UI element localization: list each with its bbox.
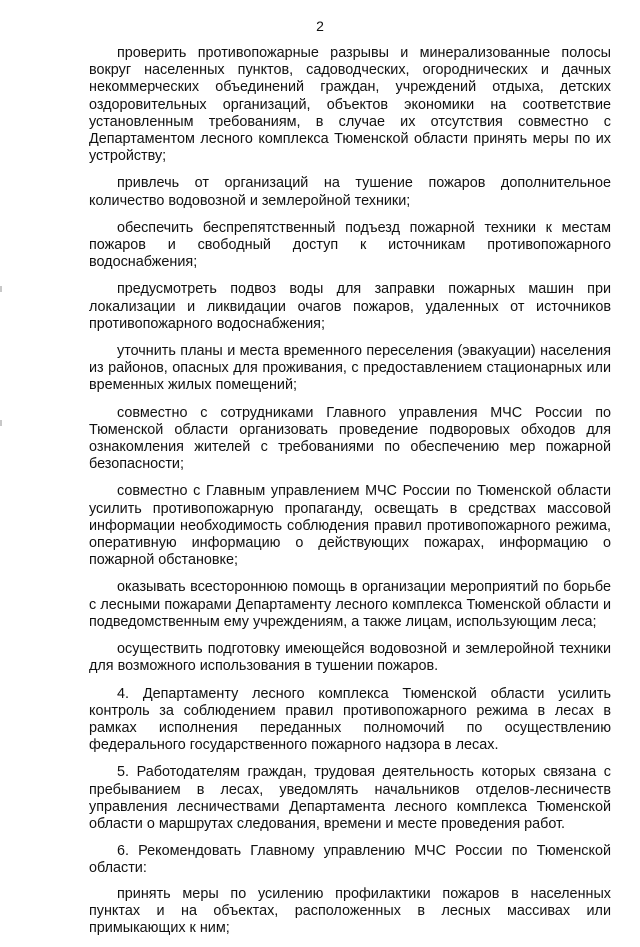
- document-body: [89, 45, 611, 947]
- paragraph-assistance: оказывать всестороннюю помощь в организации мероприятий по борьбе с лесными пожарами Департаменту лесного комплекса Тюменской области и подведомственным ему учреждениям, а также лицам, использующим леса;: [89, 579, 611, 630]
- paragraph-access: обеспечить беспрепятственный подъезд пожарной техники к местам пожаров и свободный доступ к источникам противопожарного водоснабжения;: [89, 219, 611, 271]
- paragraph-item-6: 6. Рекомендовать Главному управлению МЧС России по Тюменской области:: [89, 843, 611, 877]
- paragraph-propaganda: совместно с Главным управлением МЧС России по Тюменской области усилить противопожарную пропаганду, освещать в средствах массовой информации необходимость соблюдения правил противопожарного режима, оперативную информацию о действующих пожарах, информацию о пожарной обстановке;: [89, 483, 611, 569]
- page-number: 2: [316, 18, 324, 34]
- paragraph-preparation: осуществить подготовку имеющейся водовозной и землеройной техники для возможного использования в тушении пожаров.: [89, 641, 611, 675]
- scan-edge-mark: [0, 286, 2, 292]
- paragraph-equipment: привлечь от организаций на тушение пожаров дополнительное количество водовозной и землеройной техники;: [89, 175, 611, 209]
- paragraph-item-5: 5. Работодателям граждан, трудовая деятельность которых связана с пребыванием в лесах, уведомлять начальников отделов-лесничеств управления лесничествами Департамента лесного комплекса Тюменской области о маршрутах следования, времени и месте проведения работ.: [89, 764, 611, 832]
- paragraph-prevention: принять меры по усилению профилактики пожаров в населенных пунктах и на объектах, расположенных в лесных массивах или примыкающих к ним;: [89, 885, 611, 936]
- paragraph-evacuation: уточнить планы и места временного переселения (эвакуации) населения из районов, опасных для проживания, с предоставлением стационарных или временных жилых помещений;: [89, 343, 611, 394]
- scan-edge-mark: [0, 420, 2, 426]
- paragraph-item-4: 4. Департаменту лесного комплекса Тюменской области усилить контроль за соблюдением правил противопожарного режима в лесах в рамках исполнения переданных полномочий по осуществлению федерального государственного пожарного надзора в лесах.: [89, 685, 611, 754]
- paragraph-firebreaks: проверить противопожарные разрывы и минерализованные полосы вокруг населенных пунктов, садоводческих, огороднических и дачных некоммерческих объединений граждан, учреждений отдыха, детских оздоровительных организаций, объектов экономики на соответствие установленным требованиям, в случае их отсутствия совместно с Департаментом лесного комплекса Тюменской области принять меры по их устройству;: [89, 45, 611, 165]
- paragraph-water-supply: предусмотреть подвоз воды для заправки пожарных машин при локализации и ликвидации очагов пожаров, удаленных от источников противопожарного водоснабжения;: [89, 281, 611, 332]
- paragraph-door-to-door: совместно с сотрудниками Главного управления МЧС России по Тюменской области организовать проведение подворовых обходов для ознакомления жителей с требованиями по обеспечению мер пожарной безопасности;: [89, 404, 611, 473]
